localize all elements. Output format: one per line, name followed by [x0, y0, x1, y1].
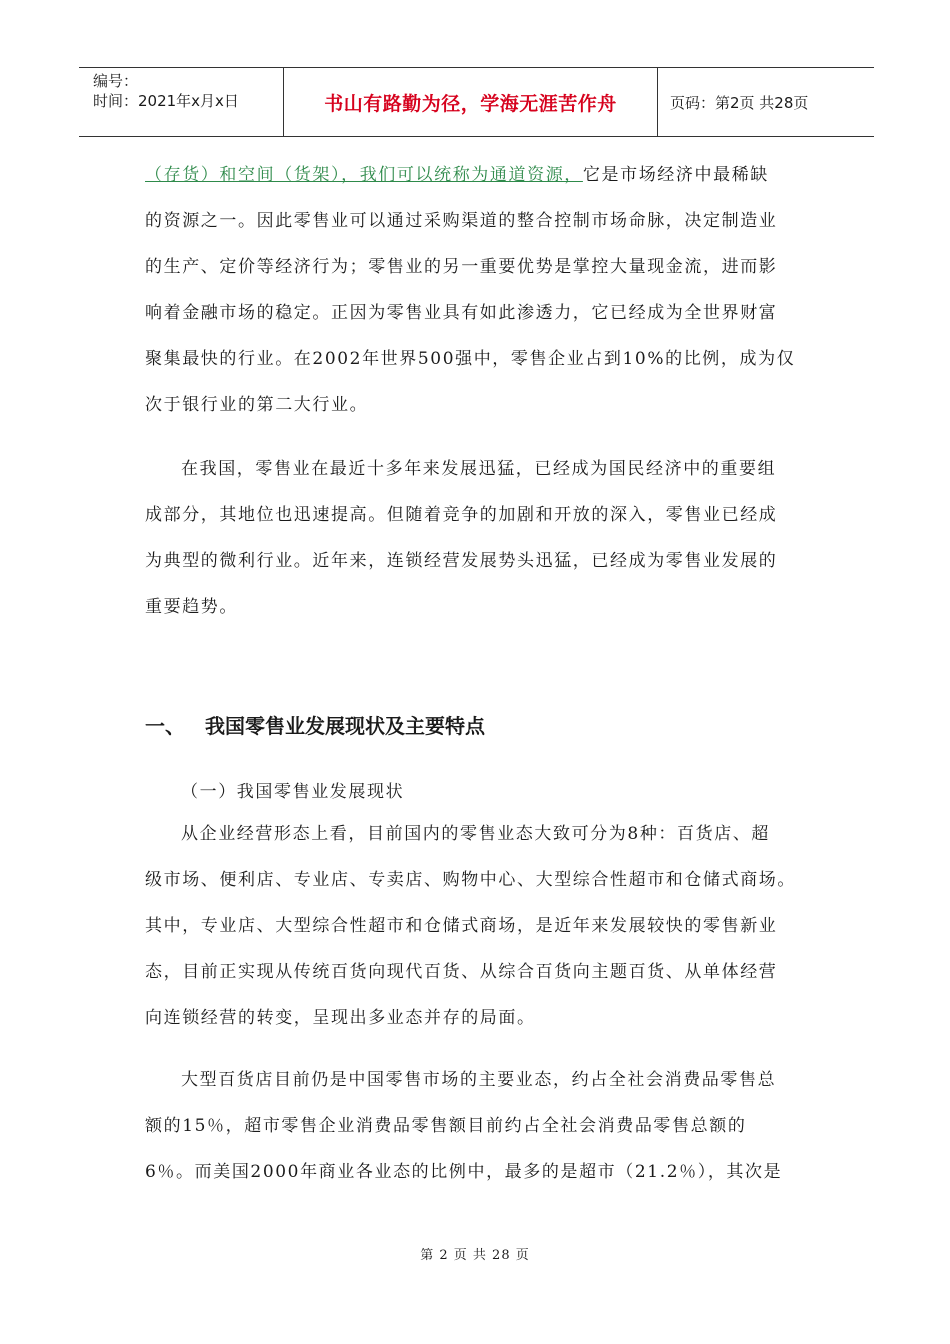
section-title: 我国零售业发展现状及主要特点 — [205, 714, 485, 738]
paragraph-line: 其中，专业店、大型综合性超市和仓储式商场，是近年来发展较快的零售新业 — [145, 916, 778, 936]
subsection-heading: （一）我国零售业发展现状 — [181, 782, 405, 802]
paragraph-line: 态，目前正实现从传统百货向现代百货、从综合百货向主题百货、从单体经营 — [145, 962, 778, 982]
paragraph-line: 的资源之一。因此零售业可以通过采购渠道的整合控制市场命脉，决定制造业 — [145, 211, 778, 231]
paragraph-line: 响着金融市场的稳定。正因为零售业具有如此渗透力，它已经成为全世界财富 — [145, 303, 778, 323]
paragraph-line: 成部分，其地位也迅速提高。但随着竞争的加剧和开放的深入，零售业已经成 — [145, 505, 778, 525]
paragraph-line: 向连锁经营的转变，呈现出多业态并存的局面。 — [145, 1008, 536, 1028]
paragraph-line: 为典型的微利行业。近年来，连锁经营发展势头迅猛，已经成为零售业发展的 — [145, 551, 778, 571]
paragraph-line: 的生产、定价等经济行为；零售业的另一重要优势是掌控大量现金流，进而影 — [145, 257, 778, 277]
paragraph-line: 在我国，零售业在最近十多年来发展迅猛，已经成为国民经济中的重要组 — [181, 459, 777, 479]
channel-resources-link[interactable]: （存货）和空间（货架），我们可以统称为通道资源， — [145, 165, 583, 185]
paragraph-line: 聚集最快的行业。在2002年世界500强中，零售企业占到10%的比例，成为仅 — [145, 349, 796, 369]
document-time-label: 时间：2021年x月x日 — [93, 92, 239, 110]
document-number-label: 编号： — [93, 72, 139, 90]
paragraph-line: 6％。而美国2000年商业各业态的比例中，最多的是超市（21.2％），其次是 — [145, 1162, 783, 1182]
text-fragment: 它是市场经济中最稀缺 — [582, 165, 769, 185]
paragraph-line: 次于银行业的第二大行业。 — [145, 395, 369, 415]
paragraph-line: 重要趋势。 — [145, 597, 238, 617]
paragraph-line — [145, 152, 813, 198]
paragraph-line: 级市场、便利店、专业店、专卖店、购物中心、大型综合性超市和仓储式商场。 — [145, 870, 796, 890]
paragraph-line: 大型百货店目前仍是中国零售市场的主要业态，约占全社会消费品零售总 — [181, 1070, 777, 1090]
paragraph-3 — [145, 811, 813, 1041]
header-meta — [79, 68, 284, 136]
paragraph-2 — [145, 446, 813, 630]
header-motto: 书山有路勤为径，学海无涯苦作舟 — [284, 68, 658, 136]
paragraph-1 — [145, 152, 813, 428]
paragraph-line: 从企业经营形态上看，目前国内的零售业态大致可分为8种：百货店、超 — [181, 824, 771, 844]
header-page-info: 页码：第2页 共28页 — [670, 93, 809, 112]
paragraph-line: 额的15％，超市零售企业消费品零售额目前约占全社会消费品零售总额的 — [145, 1116, 747, 1136]
page-footer: 第 2 页 共 28 页 — [420, 1248, 530, 1263]
paragraph-4 — [145, 1057, 813, 1195]
section-heading — [145, 710, 485, 739]
page-header — [79, 67, 874, 137]
section-number: 一、 — [145, 714, 185, 738]
